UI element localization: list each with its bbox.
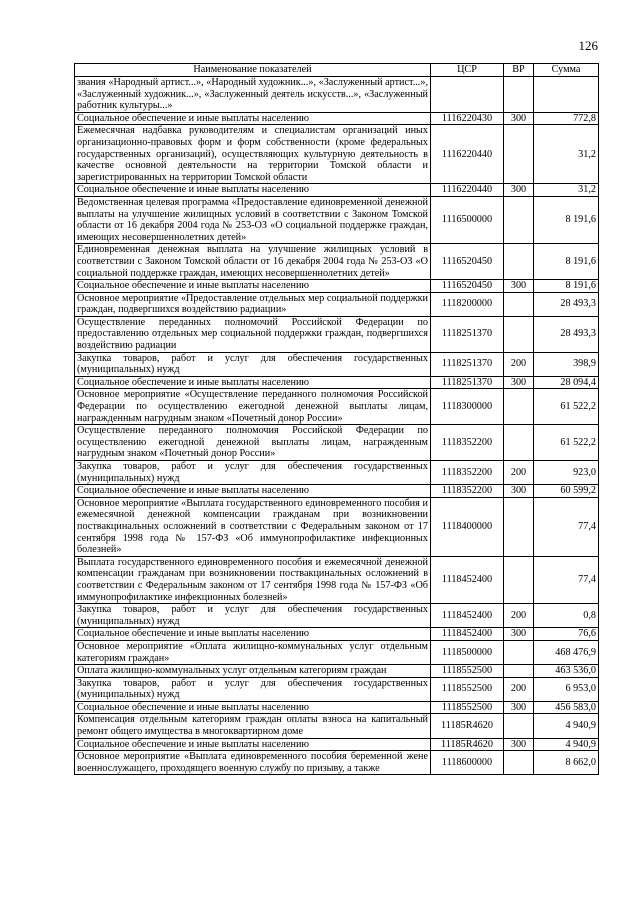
row-name-cell: Ведомственная целевая программа «Предоставление единовременной денежной выплаты на улучшение жилищных условий в соответствии с Законом Томской области от 16 декабря 2004 года № 253-ОЗ «О социальной поддержке граждан, имеющих несовершеннолетних детей»	[75, 196, 431, 243]
row-csr-cell: 1116520450	[431, 244, 504, 280]
row-name-cell: Социальное обеспечение и иные выплаты населению	[75, 701, 431, 714]
table-row	[75, 604, 599, 628]
table-row	[75, 497, 599, 556]
row-vr-cell: 300	[504, 280, 534, 293]
header-sum: Сумма	[534, 64, 599, 77]
table-row	[75, 280, 599, 293]
table-row	[75, 389, 599, 425]
row-sum-cell: 923,0	[534, 461, 599, 485]
table-row	[75, 292, 599, 316]
row-name-cell: Закупка товаров, работ и услуг для обеспечения государственных (муниципальных) нужд	[75, 461, 431, 485]
row-name-cell: Единовременная денежная выплата на улучшение жилищных условий в соответствии с Законом Томской области от 16 декабря 2004 года № 253-ОЗ «О социальной поддержке граждан, имеющих несовершеннолетних детей»	[75, 244, 431, 280]
table-row	[75, 485, 599, 498]
row-sum-cell: 463 536,0	[534, 665, 599, 678]
row-csr-cell: 1116220440	[431, 184, 504, 197]
row-csr-cell: 1118200000	[431, 292, 504, 316]
table-row	[75, 125, 599, 184]
row-name-cell: Социальное обеспечение и иные выплаты населению	[75, 376, 431, 389]
row-name-cell: Социальное обеспечение и иные выплаты населению	[75, 485, 431, 498]
table-row	[75, 640, 599, 664]
row-name-cell: Закупка товаров, работ и услуг для обеспечения государственных (муниципальных) нужд	[75, 677, 431, 701]
row-sum-cell: 4 940,9	[534, 714, 599, 738]
table-row	[75, 556, 599, 603]
row-vr-cell	[504, 77, 534, 113]
row-name-cell: Основное мероприятие «Осуществление переданного полномочия Российской Федерации по осуществлению ежегодной денежной выплаты лицам, награжденным нагрудным знаком «Почетный донор России»	[75, 389, 431, 425]
row-vr-cell: 300	[504, 376, 534, 389]
row-csr-cell: 1116500000	[431, 196, 504, 243]
row-vr-cell	[504, 497, 534, 556]
table-row	[75, 461, 599, 485]
row-csr-cell: 1116220440	[431, 125, 504, 184]
row-sum-cell: 61 522,2	[534, 389, 599, 425]
table-row	[75, 196, 599, 243]
row-vr-cell	[504, 425, 534, 461]
row-csr-cell: 1118500000	[431, 640, 504, 664]
row-csr-cell	[431, 77, 504, 113]
table-row	[75, 352, 599, 376]
table-header-row	[75, 64, 599, 77]
header-csr: ЦСР	[431, 64, 504, 77]
table-row	[75, 751, 599, 775]
row-sum-cell: 398,9	[534, 352, 599, 376]
row-name-cell: Осуществление переданного полномочия Российской Федерации по осуществлению ежегодной денежной выплаты лицам, награжденным нагрудным знаком «Почетный донор России»	[75, 425, 431, 461]
row-vr-cell: 300	[504, 485, 534, 498]
row-name-cell: Закупка товаров, работ и услуг для обеспечения государственных (муниципальных) нужд	[75, 604, 431, 628]
row-csr-cell: 1118552500	[431, 677, 504, 701]
row-sum-cell: 8 191,6	[534, 244, 599, 280]
row-name-cell: звания «Народный артист...», «Народный художник...», «Заслуженный артист...», «Заслуженный художник...», «Заслуженный деятель искусств...», «Заслуженный работник культуры...»	[75, 77, 431, 113]
header-name: Наименование показателей	[75, 64, 431, 77]
table-row	[75, 665, 599, 678]
row-vr-cell: 300	[504, 628, 534, 641]
row-name-cell: Основное мероприятие «Оплата жилищно-коммунальных услуг отдельным категориям граждан»	[75, 640, 431, 664]
row-sum-cell: 6 953,0	[534, 677, 599, 701]
row-sum-cell: 61 522,2	[534, 425, 599, 461]
row-name-cell: Социальное обеспечение и иные выплаты населению	[75, 184, 431, 197]
row-sum-cell: 60 599,2	[534, 485, 599, 498]
row-vr-cell: 300	[504, 701, 534, 714]
table-row	[75, 628, 599, 641]
row-vr-cell	[504, 389, 534, 425]
table-row	[75, 112, 599, 125]
row-csr-cell: 1118251370	[431, 316, 504, 352]
row-sum-cell: 28 094,4	[534, 376, 599, 389]
row-sum-cell: 31,2	[534, 125, 599, 184]
table-row	[75, 316, 599, 352]
row-vr-cell: 200	[504, 461, 534, 485]
row-csr-cell: 11185R4620	[431, 738, 504, 751]
row-name-cell: Основное мероприятие «Выплата единовременного пособия беременной жене военнослужащего, проходящего военную службу по призыву, а также	[75, 751, 431, 775]
row-name-cell: Осуществление переданных полномочий Российской Федерации по предоставлению отдельных мер социальной поддержки граждан, подвергшихся воздействию радиации	[75, 316, 431, 352]
table-row	[75, 701, 599, 714]
row-sum-cell: 468 476,9	[534, 640, 599, 664]
row-sum-cell: 456 583,0	[534, 701, 599, 714]
table-row	[75, 244, 599, 280]
header-vr: ВР	[504, 64, 534, 77]
row-csr-cell: 1116520450	[431, 280, 504, 293]
row-vr-cell	[504, 556, 534, 603]
row-sum-cell: 772,8	[534, 112, 599, 125]
row-vr-cell	[504, 751, 534, 775]
row-name-cell: Основное мероприятие «Предоставление отдельных мер социальной поддержки граждан, подвергшихся воздействию радиации»	[75, 292, 431, 316]
row-sum-cell: 8 191,6	[534, 196, 599, 243]
row-sum-cell: 28 493,3	[534, 316, 599, 352]
row-csr-cell: 1118352200	[431, 425, 504, 461]
row-vr-cell: 300	[504, 184, 534, 197]
page-number: 126	[578, 38, 598, 53]
row-vr-cell: 200	[504, 604, 534, 628]
row-csr-cell: 1118452400	[431, 604, 504, 628]
row-csr-cell: 1118251370	[431, 352, 504, 376]
table-row	[75, 425, 599, 461]
row-sum-cell: 4 940,9	[534, 738, 599, 751]
row-name-cell: Оплата жилищно-коммунальных услуг отдельным категориям граждан	[75, 665, 431, 678]
row-csr-cell: 1118400000	[431, 497, 504, 556]
table-row	[75, 184, 599, 197]
row-csr-cell: 1118251370	[431, 376, 504, 389]
row-name-cell: Социальное обеспечение и иные выплаты населению	[75, 112, 431, 125]
row-vr-cell	[504, 196, 534, 243]
row-csr-cell: 1118352200	[431, 461, 504, 485]
row-vr-cell: 300	[504, 112, 534, 125]
row-name-cell: Выплата государственного единовременного пособия и ежемесячной денежной компенсации гражданам при возникновении поствакцинальных осложнений в соответствии с Федеральным законом от 17 сентября 1998 года № 157-ФЗ «Об иммунопрофилактике инфекционных болезней»	[75, 556, 431, 603]
row-csr-cell: 1118352200	[431, 485, 504, 498]
row-sum-cell: 77,4	[534, 556, 599, 603]
row-csr-cell: 1118300000	[431, 389, 504, 425]
row-vr-cell	[504, 640, 534, 664]
row-name-cell: Компенсация отдельным категориям граждан оплаты взноса на капитальный ремонт общего имущества в многоквартирном доме	[75, 714, 431, 738]
row-name-cell: Социальное обеспечение и иные выплаты населению	[75, 280, 431, 293]
row-vr-cell	[504, 316, 534, 352]
table-row	[75, 714, 599, 738]
row-sum-cell: 0,8	[534, 604, 599, 628]
row-csr-cell: 1118452400	[431, 628, 504, 641]
row-csr-cell: 1116220430	[431, 112, 504, 125]
row-name-cell: Закупка товаров, работ и услуг для обеспечения государственных (муниципальных) нужд	[75, 352, 431, 376]
table-row	[75, 677, 599, 701]
row-vr-cell	[504, 125, 534, 184]
row-sum-cell: 8 191,6	[534, 280, 599, 293]
row-name-cell: Социальное обеспечение и иные выплаты населению	[75, 628, 431, 641]
budget-table	[74, 63, 599, 775]
row-sum-cell: 77,4	[534, 497, 599, 556]
row-name-cell: Ежемесячная надбавка руководителям и специалистам организаций иных организационно-правовых форм и форм собственности (кроме федеральных государственных организаций), осуществляющих культурную деятельность в качестве основной деятельности на территории Томской области и зарегистрированных на территории Томской области	[75, 125, 431, 184]
row-sum-cell	[534, 77, 599, 113]
table-row	[75, 376, 599, 389]
row-vr-cell	[504, 714, 534, 738]
row-sum-cell: 28 493,3	[534, 292, 599, 316]
row-csr-cell: 11185R4620	[431, 714, 504, 738]
row-sum-cell: 31,2	[534, 184, 599, 197]
row-csr-cell: 1118552500	[431, 701, 504, 714]
row-vr-cell	[504, 665, 534, 678]
row-sum-cell: 76,6	[534, 628, 599, 641]
row-csr-cell: 1118600000	[431, 751, 504, 775]
row-vr-cell	[504, 292, 534, 316]
row-vr-cell: 200	[504, 352, 534, 376]
row-vr-cell: 200	[504, 677, 534, 701]
row-vr-cell	[504, 244, 534, 280]
row-csr-cell: 1118452400	[431, 556, 504, 603]
row-csr-cell: 1118552500	[431, 665, 504, 678]
row-vr-cell: 300	[504, 738, 534, 751]
row-name-cell: Социальное обеспечение и иные выплаты населению	[75, 738, 431, 751]
table-row	[75, 77, 599, 113]
table-row	[75, 738, 599, 751]
row-name-cell: Основное мероприятие «Выплата государственного единовременного пособия и ежемесячной денежной компенсации гражданам при возникновении поствакцинальных осложнений в соответствии с Федеральным законом от 17 сентября 1998 года № 157-ФЗ «Об иммунопрофилактике инфекционных болезней»	[75, 497, 431, 556]
row-sum-cell: 8 662,0	[534, 751, 599, 775]
